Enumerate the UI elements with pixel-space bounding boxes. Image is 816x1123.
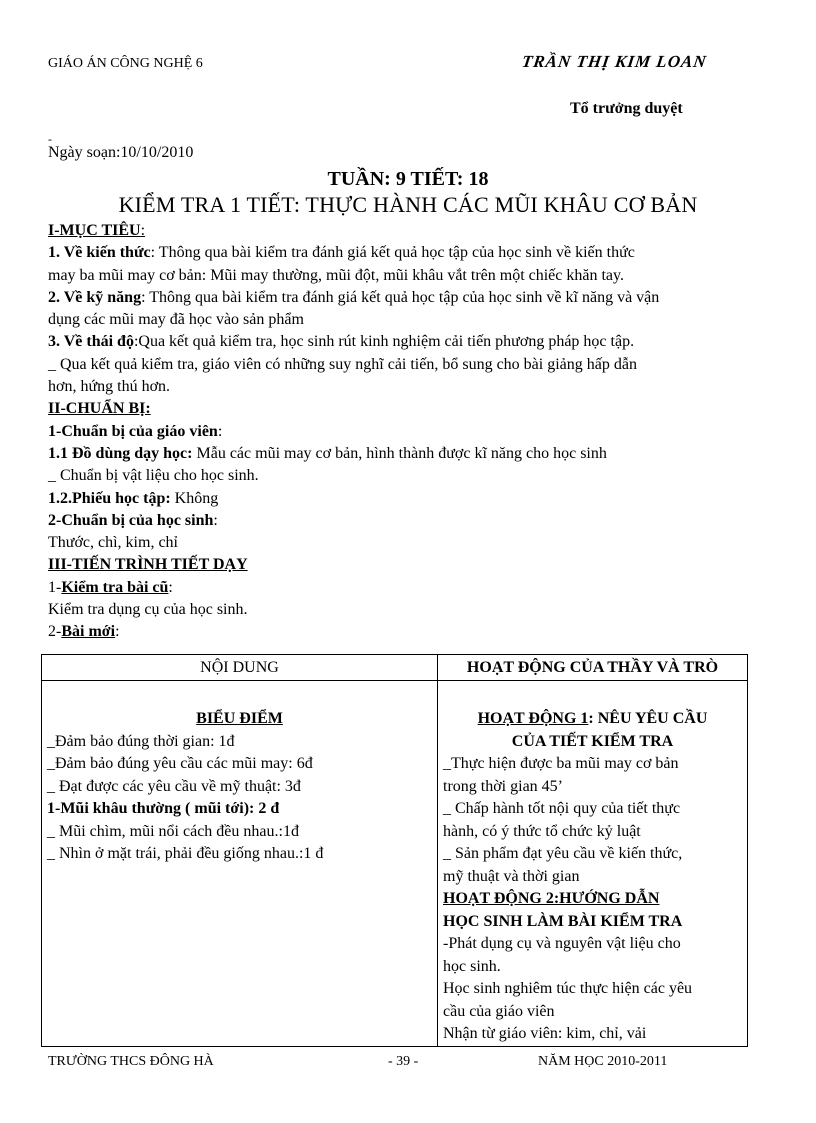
objectives-heading <box>48 220 770 242</box>
new-lesson-prefix: 2- <box>48 623 62 641</box>
old-lesson-suffix: : <box>168 578 173 596</box>
lesson-body <box>48 220 770 644</box>
score-line-6: _ Nhìn ở mặt trái, phải đều giống nhau.:1 đ <box>47 845 324 862</box>
student-prep-text: Thước, chì, kim, chỉ <box>48 534 178 552</box>
new-lesson-suffix: : <box>115 623 120 641</box>
knowledge-text: : Thông qua bài kiểm tra đánh giá kết quả học tập của học sinh về kiến thức <box>150 244 635 262</box>
footer-page-number: - 39 - <box>388 1054 419 1069</box>
header-author: TRẦN THỊ KIM LOAN <box>520 52 709 71</box>
student-prep-suffix: : <box>213 511 218 529</box>
attitude-line-2: _ Qua kết quả kiểm tra, giáo viên có những suy nghĩ cải tiến, bổ sung cho bài giảng hấp dẫn <box>48 355 637 373</box>
score-line-4: 1-Mũi khâu thường ( mũi tới): 2 đ <box>47 800 280 817</box>
knowledge-line-2: may ba mũi may cơ bản: Mũi may thường, mũi đột, mũi khâu vắt trên một chiếc khăn tay. <box>48 266 624 284</box>
lesson-title: KIỂM TRA 1 TIẾT: THỰC HÀNH CÁC MŨI KHÂU CƠ BẢN <box>118 192 698 217</box>
objectives-heading-suffix: : <box>140 222 146 239</box>
lesson-week: TUẦN: 9 TIẾT: 18 <box>327 168 489 190</box>
activity-line-10: cầu của giáo viên <box>443 1002 555 1020</box>
worksheet-label: 1.2.Phiếu học tập: <box>48 489 171 507</box>
lesson-date: Ngày soạn:10/10/2010 <box>48 144 194 161</box>
knowledge-label: 1. Về kiến thức <box>48 244 151 262</box>
attitude-line-3: hơn, hứng thú hơn. <box>48 378 171 396</box>
footer-school-year: NĂM HỌC 2010-2011 <box>538 1054 668 1069</box>
teacher-prep-suffix: : <box>217 422 223 440</box>
tools-line <box>48 443 770 465</box>
activity-1-rest: : NÊU YÊU CẦU <box>588 710 708 727</box>
header-subject: GIÁO ÁN CÔNG NGHỆ 6 <box>48 56 203 71</box>
activity-line-7: -Phát dụng cụ và nguyên vật liệu cho <box>443 935 681 952</box>
worksheet-text: Không <box>170 489 219 507</box>
activity-line-1: _Thực hiện được ba mũi may cơ bản <box>443 755 679 772</box>
knowledge-line <box>48 242 770 264</box>
attitude-text: :Qua kết quả kiểm tra, học sinh rút kinh nghiệm cải tiến phương pháp học tập. <box>133 333 635 351</box>
tools-line-2: _ Chuẩn bị vật liệu cho học sinh. <box>48 467 259 485</box>
process-heading: III-TIẾN TRÌNH TIẾT DẠY <box>48 556 248 574</box>
activity-line-8: học sinh. <box>443 957 501 975</box>
table-row <box>42 681 748 1047</box>
old-lesson-label: Kiểm tra bài cũ <box>61 578 169 596</box>
header-mark: - <box>48 132 52 146</box>
new-lesson <box>48 621 770 643</box>
activity-1-title <box>443 708 742 731</box>
activity-1-label: HOẠT ĐỘNG 1 <box>477 710 589 727</box>
activity-line-5: _ Sản phẩm đạt yêu cầu về kiến thức, <box>443 845 683 862</box>
lesson-table <box>41 654 748 1047</box>
tools-text: Mẫu các mũi may cơ bản, hình thành được kĩ năng cho học sinh <box>192 444 607 462</box>
skill-line <box>48 287 770 309</box>
activity-line-4: hành, có ý thức tổ chức kỷ luật <box>443 822 641 840</box>
footer-school: TRƯỜNG THCS ĐÔNG HÀ <box>48 1054 214 1069</box>
activity-line-11: Nhận từ giáo viên: kim, chỉ, vải <box>443 1025 647 1042</box>
score-line-3: _ Đạt được các yêu cầu về mỹ thuật: 3đ <box>47 777 301 795</box>
attitude-label: 3. Về thái độ <box>48 333 134 351</box>
score-line-2: _Đảm bảo đúng yêu cầu các mũi may: 6đ <box>47 755 313 772</box>
skill-line-2: dụng các mũi may đã học vào sản phẩm <box>48 311 304 329</box>
activity-1-title-2: CỦA TIẾT KIỂM TRA <box>511 732 674 750</box>
student-prep-label: 2-Chuẩn bị của học sinh <box>48 511 214 529</box>
approval-label: Tổ trưởng duyệt <box>570 100 683 117</box>
activity-2-title: HOẠT ĐỘNG 2:HƯỚNG DẪN <box>443 890 660 907</box>
skill-text: : Thông qua bài kiểm tra đánh giá kết quả học tập của học sinh về kĩ năng và vận <box>141 288 660 306</box>
score-line-5: _ Mũi chìm, mũi nổi cách đều nhau.:1đ <box>47 822 299 840</box>
activity-line-6: mỹ thuật và thời gian <box>443 867 580 885</box>
score-line-1: _Đảm bảo đúng thời gian: 1đ <box>47 732 235 750</box>
student-prep <box>48 510 770 532</box>
teacher-prep-label: 1-Chuẩn bị của giáo viên <box>48 422 218 440</box>
table-header-row <box>42 655 748 681</box>
score-heading: BIỂU ĐIỂM <box>196 710 283 727</box>
tools-label: 1.1 Đồ dùng dạy học: <box>48 444 193 462</box>
teacher-prep <box>48 421 770 443</box>
activity-line-9: Học sinh nghiêm túc thực hiện các yêu <box>443 980 693 997</box>
col-header-activity: HOẠT ĐỘNG CỦA THẦY VÀ TRÒ <box>438 655 748 681</box>
old-lesson-prefix: 1- <box>48 578 62 596</box>
content-cell <box>42 681 438 1047</box>
activity-line-2: trong thời gian 45’ <box>443 777 563 795</box>
worksheet-line <box>48 488 770 510</box>
old-lesson-check <box>48 577 770 599</box>
activity-line-3: _ Chấp hành tốt nội quy của tiết thực <box>443 800 681 817</box>
col-header-content: NỘI DUNG <box>42 655 438 681</box>
new-lesson-label: Bài mới <box>61 623 116 641</box>
attitude-line <box>48 331 770 353</box>
old-lesson-text: Kiểm tra dụng cụ của học sinh. <box>48 601 248 619</box>
skill-label: 2. Về kỹ năng <box>48 288 142 306</box>
objectives-heading-text: I-MỤC TIÊU <box>48 222 141 239</box>
preparation-heading: II-CHUẨN BỊ: <box>48 400 151 418</box>
activity-2-title-2: HỌC SINH LÀM BÀI KIỂM TRA <box>443 912 683 930</box>
activity-cell <box>438 681 748 1047</box>
